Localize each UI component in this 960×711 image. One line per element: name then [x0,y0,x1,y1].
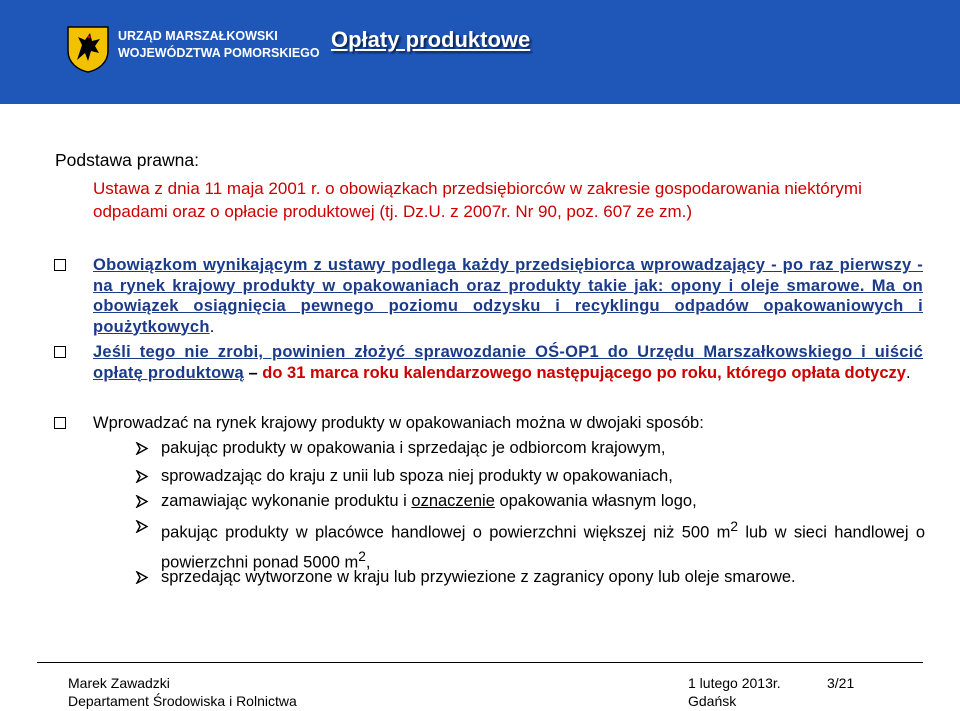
method-text-underlined: oznaczenie [411,492,495,510]
method-text-part-1: pakując produkty w placówce handlowej o powierzchni większej niż 500 m [161,523,731,542]
methods-intro: Wprowadzać na rynek krajowy produkty w opakowaniach można w dwojaki sposób: [93,414,704,432]
superscript: 2 [730,519,738,534]
slide-title: Opłaty produktowe [331,27,531,52]
method-text [161,490,925,513]
report-text: Jeśli tego nie zrobi, powinien złożyć sprawozdanie OŚ-OP1 do Urzędu Marszałkowskiego i uiścić opłatę produktową [93,343,923,382]
checkbox-icon [54,259,66,271]
office-logo [66,22,320,82]
report-dash: – [248,363,258,382]
method-text-part-3: , [365,553,371,571]
header-bar [0,0,960,104]
logo-text [118,28,320,62]
footer-date: 1 lutego 2013r. [688,675,781,691]
deadline-text: do 31 marca roku kalendarzowego następującego po roku, którego opłata dotyczy [262,363,906,382]
legal-basis-label-text: Podstawa prawna [55,150,195,170]
method-text-post: opakowania własnym logo, [494,492,697,510]
arrow-right-icon [135,470,149,483]
method-text: sprzedając wytworzone w kraju lub przywiezione z zagranicy opony lub oleje smarowe. [161,568,796,586]
bullet-report-text [93,342,923,383]
obligation-text: Obowiązkom wynikającym z ustawy podlega każdy przedsiębiorca wprowadzający - po raz pierwszy - na rynek krajowy produkty w opakowaniach oraz produkty takie jak: opony i oleje smarowe. Ma on obowiązek osiągnięcia pewnego poziomu odzysku i recyklingu odpadów opakowaniowych i poużytkowych [93,256,923,336]
griffin-icon [66,25,110,73]
obligation-period: . [209,317,215,336]
footer-author: Marek Zawadzki [68,675,170,691]
legal-basis-colon: : [194,150,199,170]
method-text-pre: zamawiając wykonanie produktu i [161,492,412,510]
footer-page-number: 3/21 [827,675,855,691]
logo-line-1: URZĄD MARSZAŁKOWSKI [118,29,278,43]
report-period: . [905,363,911,382]
superscript: 2 [358,548,366,564]
checkbox-icon [54,346,66,358]
arrow-right-icon [135,520,149,533]
checkbox-icon [54,417,66,429]
method-text: pakując produkty w opakowania i sprzedając je odbiorcom krajowym, [161,439,666,457]
logo-line-2: WOJEWÓDZTWA POMORSKIEGO [118,46,320,60]
method-text: sprowadzając do kraju z unii lub spoza niej produkty w opakowaniach, [161,467,673,485]
footer-department: Departament Środowiska i Rolnictwa [68,693,297,709]
footer-divider [37,662,923,663]
arrow-right-icon [135,495,149,508]
arrow-right-icon [135,571,149,584]
method-text-part-2: lub w sieci handlowej o powierzchni ponad 5000 m [161,523,925,571]
bullet-obligation-text [93,255,923,337]
arrow-right-icon [135,442,149,455]
legal-basis-label [55,150,199,171]
footer-place: Gdańsk [688,693,737,709]
legal-basis-text: Ustawa z dnia 11 maja 2001 r. o obowiązkach przedsiębiorców w zakresie gospodarowania niektórymi odpadami oraz o opłacie produktowej (tj. Dz.U. z 2007r. Nr 90, poz. 607 ze zm.) [93,179,862,221]
